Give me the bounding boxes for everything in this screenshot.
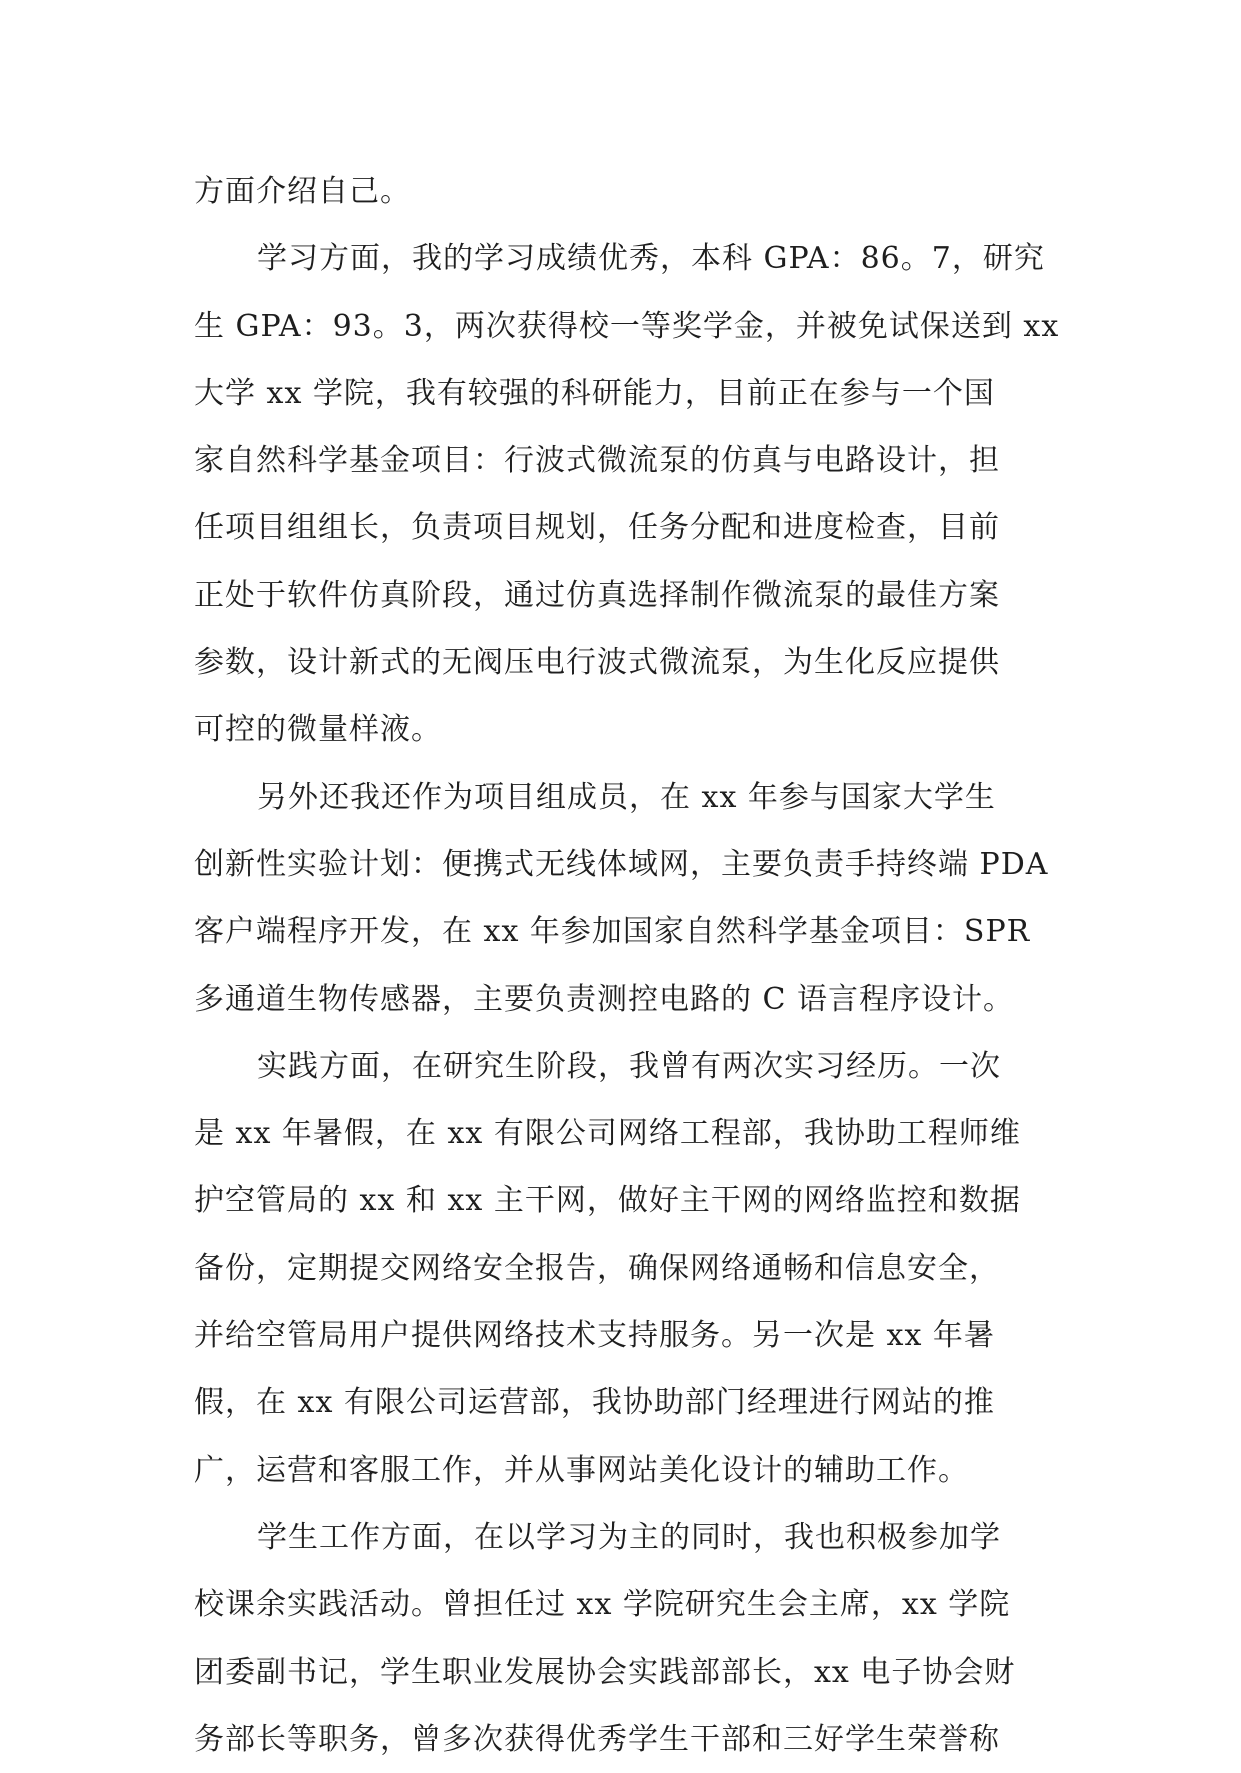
text-line: 备份，定期提交网络安全报告，确保网络通畅和信息安全， bbox=[194, 1250, 1000, 1286]
text-line: 多通道生物传感器，主要负责测控电路的 C 语言程序设计。 bbox=[194, 981, 1015, 1017]
text-line: 校课余实践活动。曾担任过 xx 学院研究生会主席，xx 学院 bbox=[194, 1587, 1011, 1623]
text-line: 任项目组组长，负责项目规划，任务分配和进度检查，目前 bbox=[194, 510, 1000, 546]
text-line: 家自然科学基金项目：行波式微流泵的仿真与电路设计，担 bbox=[194, 443, 1000, 479]
text-line: 参数，设计新式的无阀压电行波式微流泵，为生化反应提供 bbox=[194, 645, 1000, 681]
document-body bbox=[194, 158, 1060, 1773]
text-line: 正处于软件仿真阶段，通过仿真选择制作微流泵的最佳方案 bbox=[194, 577, 1000, 613]
text-line: 方面介绍自己。 bbox=[194, 174, 411, 209]
text-line: 务部长等职务，曾多次获得优秀学生干部和三好学生荣誉称 bbox=[194, 1721, 1000, 1757]
text-line: 创新性实验计划：便携式无线体域网，主要负责手持终端 PDA bbox=[194, 846, 1049, 882]
paragraph-start-line: 实践方面，在研究生阶段，我曾有两次实习经历。一次 bbox=[257, 1048, 1001, 1084]
text-line: 护空管局的 xx 和 xx 主干网，做好主干网的网络监控和数据 bbox=[194, 1183, 1021, 1219]
text-line: 广，运营和客服工作，并从事网站美化设计的辅助工作。 bbox=[194, 1452, 969, 1488]
text-line: 可控的微量样液。 bbox=[194, 712, 442, 748]
paragraph-start-line: 另外还我还作为项目组成员，在 xx 年参与国家大学生 bbox=[257, 779, 996, 815]
paragraph-start-line: 学习方面，我的学习成绩优秀，本科 GPA：86。7，研究 bbox=[257, 241, 1045, 277]
text-line: 团委副书记，学生职业发展协会实践部部长，xx 电子协会财 bbox=[194, 1654, 1016, 1690]
text-line: 并给空管局用户提供网络技术支持服务。另一次是 xx 年暑 bbox=[194, 1318, 995, 1354]
paragraph-start-line: 学生工作方面，在以学习为主的同时，我也积极参加学 bbox=[257, 1519, 1001, 1555]
text-line: 是 xx 年暑假，在 xx 有限公司网络工程部，我协助工程师维 bbox=[194, 1116, 1021, 1152]
text-line: 假，在 xx 有限公司运营部，我协助部门经理进行网站的推 bbox=[194, 1385, 995, 1421]
text-line: 大学 xx 学院，我有较强的科研能力，目前正在参与一个国 bbox=[194, 375, 995, 411]
text-line: 生 GPA：93。3，两次获得校一等奖学金，并被免试保送到 xx bbox=[194, 308, 1060, 344]
text-line: 客户端程序开发，在 xx 年参加国家自然科学基金项目：SPR bbox=[194, 914, 1031, 950]
